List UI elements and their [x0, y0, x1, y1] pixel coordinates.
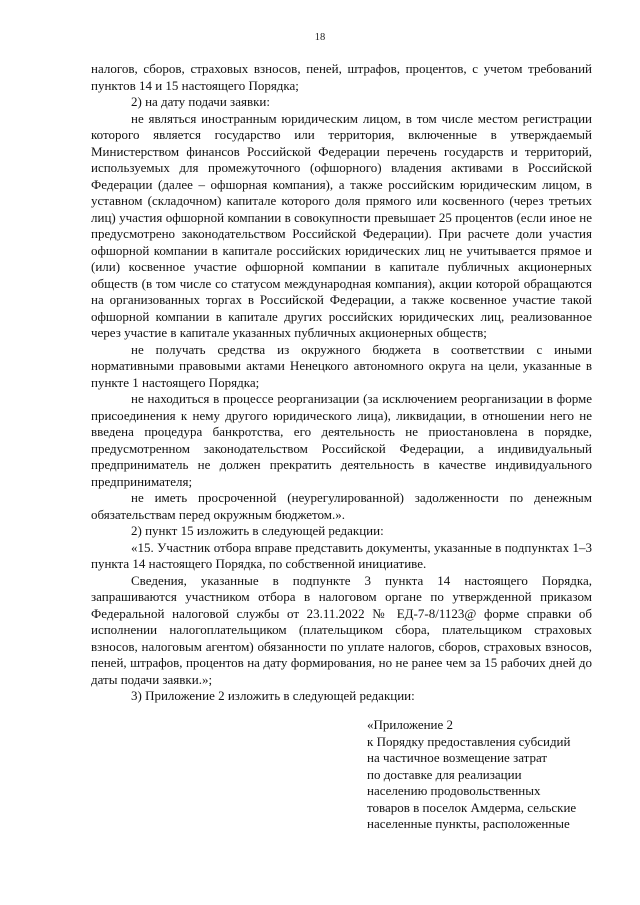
appendix-line: населенные пункты, расположенные [367, 816, 570, 831]
appendix-line: по доставке для реализации [367, 766, 522, 782]
paragraph-tax-certificate: Сведения, указанные в подпункте 3 пункта 14 настоящего Порядка, запрашиваются участником отбора в налоговом органе по утвержденной приказом Федеральной налоговой службы от 23.11.2022 № ЕД-7-8/1123@ форме справки об исполнении налогоплательщиком (плательщиком сбора, плательщиком страховых взносов, налоговым агентом) обязанности по уплате налогов, сборов, страховых взносов, пеней, штрафов, процентов на дату формирования, но не ранее чем за 15 рабочих дней до даты подачи заявки.»; [91, 572, 592, 687]
paragraph-continuation: налогов, сборов, страховых взносов, пеней, штрафов, процентов, с учетом требований пунктов 14 и 15 настоящего Порядка; [91, 61, 592, 93]
paragraph-offshore: не являться иностранным юридическим лицом, в том числе местом регистрации которого является государство или территория, включенные в утверждаемый Министерством финансов Российской Федерации перечень государств и территорий, используемых для промежуточного (офшорного) владения активами в Российской Федерации (далее – офшорная компания), а также российским юридическим лицом, в уставном (складочном) капитале которого доля прямого или косвенного (через третьих лиц) участия офшорной компании в совокупности превышает 25 процентов (если иное не предусмотрено законодательством Российской Федерации). При расчете доли участия офшорной компании в капитале российских юридических лиц не учитывается прямое и (или) косвенное участие офшорной компании в капитале публичных акционерных обществ (в том числе со статусом международная компания), акции которой обращаются на организованных торгах в Российской Федерации, а также косвенное участие такой офшорной компании в капитале других российских юридических лиц, реализованное через участие в капитале указанных публичных акционерных обществ; [91, 110, 592, 340]
paragraph-reorganization: не находиться в процессе реорганизации (за исключением реорганизации в форме присоединения к нему другого юридического лица), ликвидации, в отношении него не введена процедура банкротства, его деятельность не приостановлена в порядке, предусмотренном законодательством Российской Федерации, а индивидуальный предприниматель не должен прекратить деятельность в качестве индивидуального предпринимателя; [91, 391, 592, 489]
appendix-title: «Приложение 2 [367, 717, 454, 732]
page-number: 18 [314, 32, 326, 43]
paragraph-item-2-heading: 2) на дату подачи заявки: [131, 94, 270, 109]
paragraph-appendix-heading: 3) Приложение 2 изложить в следующей редакции: [131, 688, 415, 703]
paragraph-item-15-heading: 2) пункт 15 изложить в следующей редакции: [131, 523, 384, 538]
appendix-line: на частичное возмещение затрат [367, 750, 548, 765]
paragraph-debt: не иметь просроченной (неурегулированной) задолженности по денежным обязательствам перед окружным бюджетом.». [91, 490, 592, 522]
paragraph-item-15-text: «15. Участник отбора вправе представить документы, указанные в подпунктах 1–3 пункта 14 настоящего Порядка, по собственной инициативе. [91, 539, 592, 571]
paragraph-budget-funds: не получать средства из окружного бюджета в соответствии с иными нормативными правовыми актами Ненецкого автономного округа на цели, указанные в пункте 1 настоящего Порядка; [91, 341, 592, 390]
appendix-line: товаров в поселок Амдерма, сельские [367, 799, 577, 815]
document-body [91, 61, 592, 705]
appendix-line: населению продовольственных [367, 783, 541, 798]
appendix-header [367, 717, 607, 833]
appendix-line: к Порядку предоставления субсидий [367, 733, 571, 749]
